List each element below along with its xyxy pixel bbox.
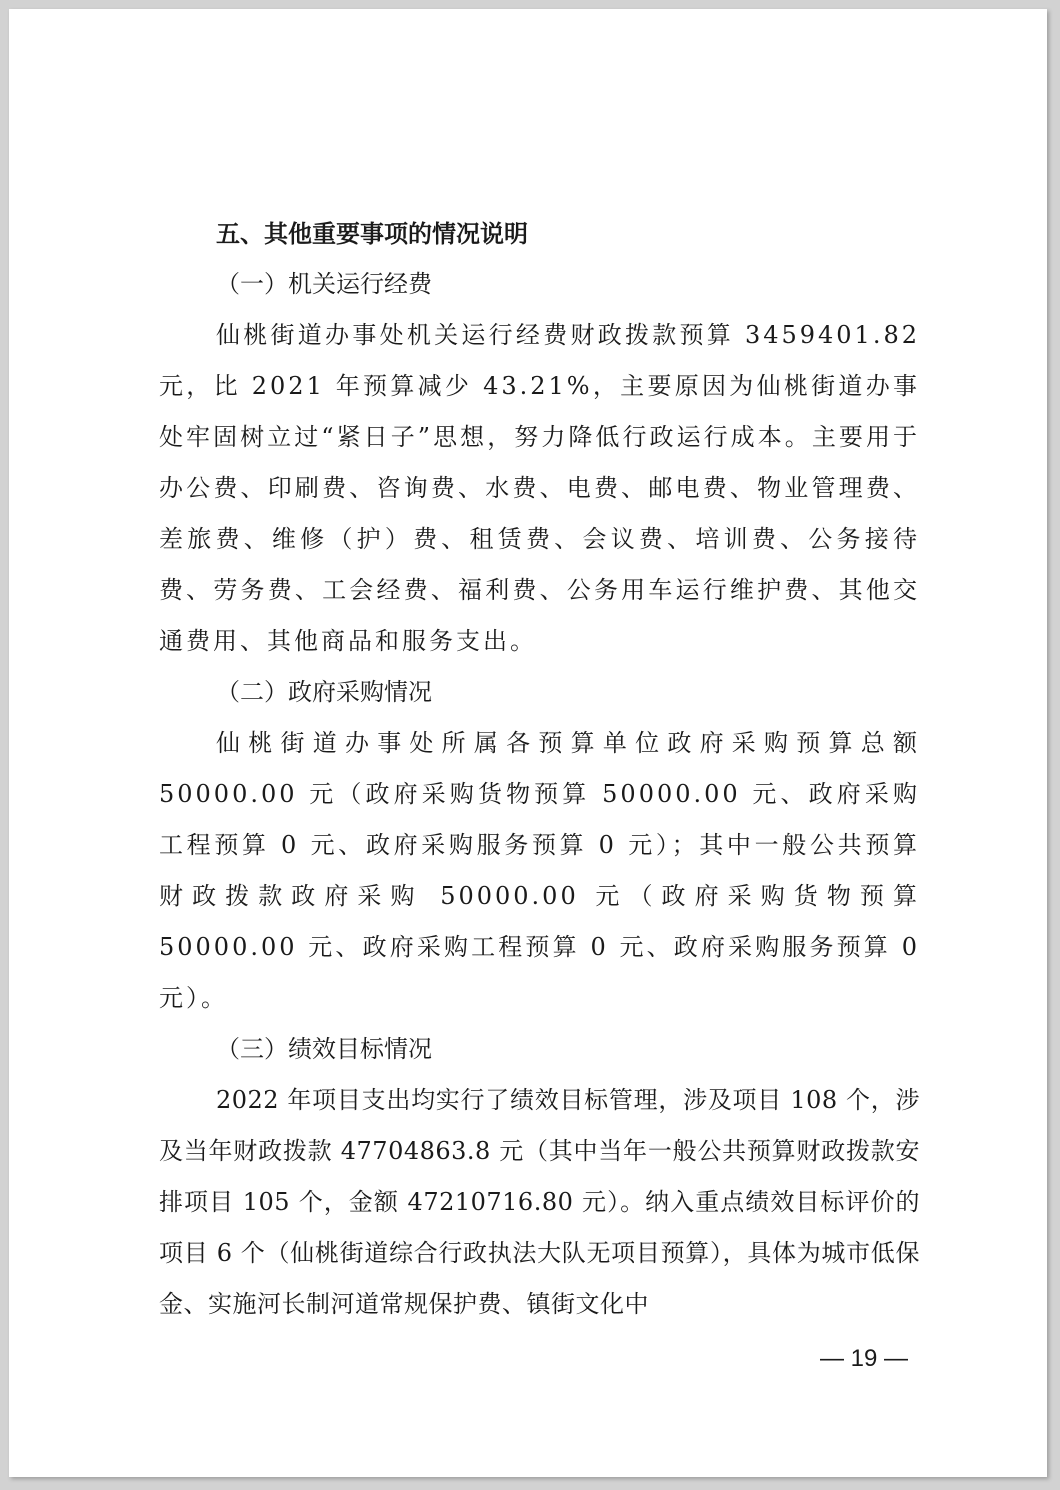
- subsection-heading-government-procurement: （二）政府采购情况: [216, 678, 432, 706]
- document-page: [9, 9, 1047, 1477]
- page-content: [159, 209, 920, 1330]
- paragraph-performance-targets: 2022 年项目支出均实行了绩效目标管理，涉及项目 108 个，涉及当年财政拨款 47704863.8 元（其中当年一般公共预算财政拨款安排项目 105 个，金额 47210716.80 元）。纳入重点绩效目标评价的项目 6 个（仙桃街道综合行政执法大队无项目预算），具体为城市低保金、实施河长制河道常规保护费、镇街文化中: [159, 1086, 920, 1318]
- subsection-heading-operating-expenses: （一）机关运行经费: [216, 270, 432, 298]
- section-title: 五、其他重要事项的情况说明: [216, 220, 528, 248]
- subsection-heading-performance-targets: （三）绩效目标情况: [216, 1035, 432, 1063]
- paragraph-government-procurement: 仙桃街道办事处所属各预算单位政府采购预算总额 50000.00 元（政府采购货物预算 50000.00 元、政府采购工程预算 0 元、政府采购服务预算 0 元）；其中一般公共预算财政拨款政府采购 50000.00 元（政府采购货物预算 50000.00 元、政府采购工程预算 0 元、政府采购服务预算 0 元）。: [159, 729, 920, 1012]
- paragraph-operating-expenses: 仙桃街道办事处机关运行经费财政拨款预算 3459401.82 元，比 2021 年预算减少 43.21%，主要原因为仙桃街道办事处牢固树立过“紧日子”思想，努力降低行政运行成本。主要用于办公费、印刷费、咨询费、水费、电费、邮电费、物业管理费、差旅费、维修（护）费、租赁费、会议费、培训费、公务接待费、劳务费、工会经费、福利费、公务用车运行维护费、其他交通费用、其他商品和服务支出。: [159, 321, 920, 655]
- page-number: — 19 —: [819, 1345, 909, 1372]
